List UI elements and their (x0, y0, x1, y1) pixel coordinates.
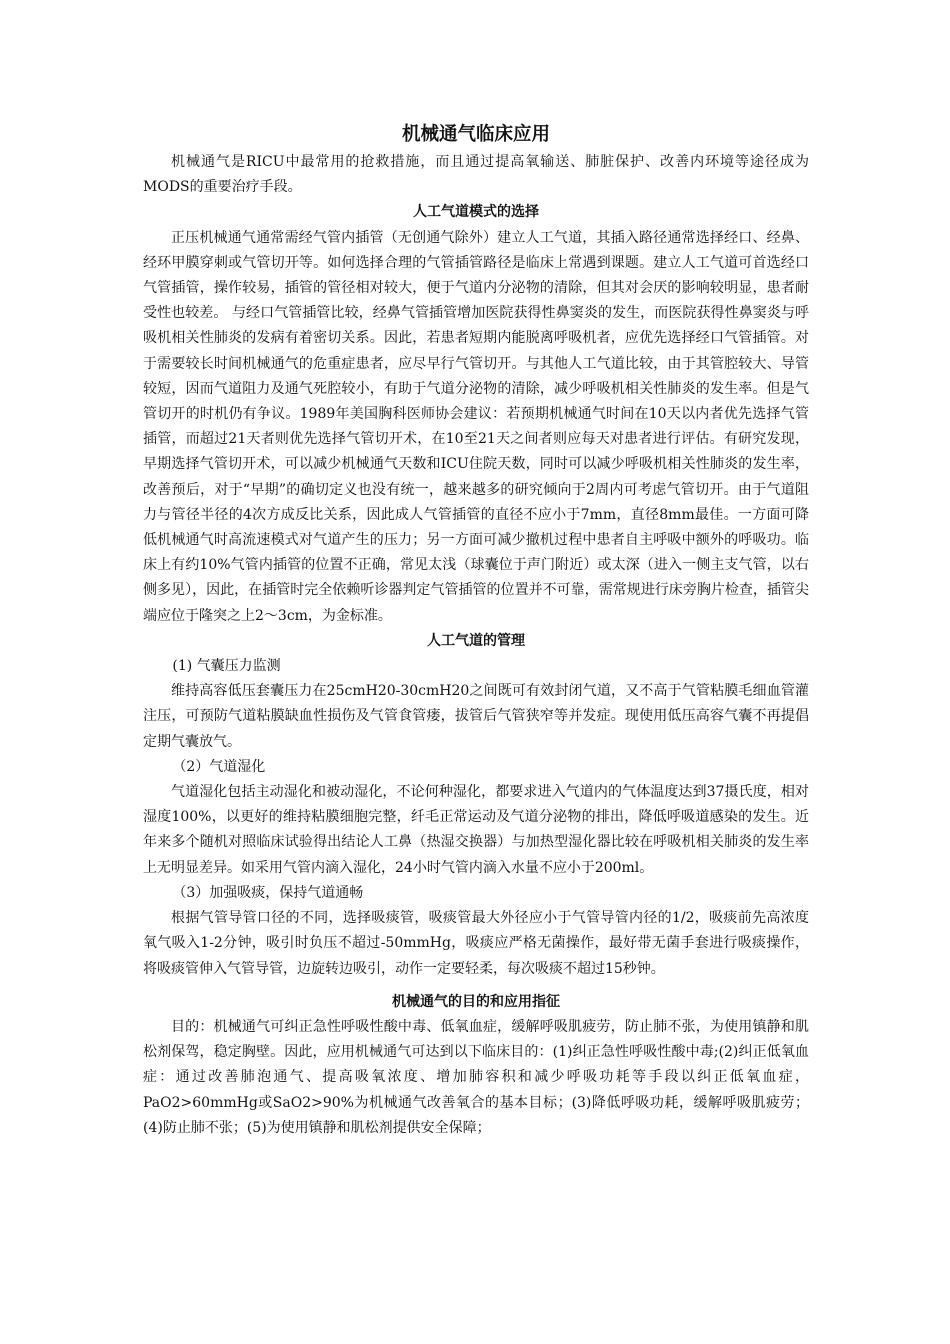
cuff-pressure-label: (1) 气囊压力监测 (172, 658, 281, 675)
section-heading-airway-management: 人工气道的管理 (427, 632, 525, 649)
document-title: 机械通气临床应用 (401, 124, 550, 145)
suction-paragraph: 根据气管导管口径的不同，选择吸痰管，吸痰管最大外径应小于气管导管内径的1/2，吸痰前先高浓度氧气吸入1-2分钟，吸引时负压不超过-50mmHg，吸痰应严格无菌操作，最好带无菌手套进行吸痰操作，将吸痰管伸入气管导管，边旋转边吸引，动作一定要轻柔，每次吸痰不超过15秒钟。 (143, 910, 809, 977)
section-spacer (143, 982, 809, 990)
ventilation-purpose-paragraph: 目的：机械通气可纠正急性呼吸性酸中毒、低氧血症，缓解呼吸肌疲劳，防止肺不张，为使用镇静和肌松剂保驾，稳定胸壁。因此，应用机械通气可达到以下临床目的：(1)纠正急性呼吸性酸中毒;(2)纠正低氧血症：通过改善肺泡通气、提高吸氧浓度、增加肺容积和减少呼吸功耗等手段以纠正低氧血症，PaO2>60mmHg或SaO2>90%为机械通气改善氧合的基本目标；(3)降低呼吸功耗，缓解呼吸肌疲劳；(4)防止肺不张；(5)为使用镇静和肌松剂提供安全保障； (143, 1018, 809, 1136)
humidification-label: （2）气道湿化 (172, 758, 266, 775)
airway-mode-paragraph: 正压机械通气通常需经气管内插管（无创通气除外）建立人工气道，其插入路径通常选择经口、经鼻、经环甲膜穿刺或气管切开等。如何选择合理的气管插管路径是临床上常遇到课题。建立人工气道可首选经口气管插管，操作较易，插管的管径相对较大，便于气道内分泌物的清除，但其对会厌的影响较明显，患者耐受性也较差。 与经口气管插管比较，经鼻气管插管增加医院获得性鼻窦炎的发生，而医院获得性鼻窦炎与呼吸机相关性肺炎的发病有着密切关系。因此，若患者短期内能脱离呼吸机者，应优先选择经口气管插管。对于需要较长时间机械通气的危重症患者，应尽早行气管切开。与其他人工气道比较，由于其管腔较大、导管较短，因而气道阻力及通气死腔较小，有助于气道分泌物的清除，减少呼吸机相关性肺炎的发生率。但是气管切开的时机仍有争议。1989年美国胸科医师协会建议：若预期机械通气时间在10天以内者优先选择气管插管，而超过21天者则优先选择气管切开术，在10至21天之间者则应每天对患者进行评估。有研究发现，早期选择气管切开术，可以减少机械通气天数和ICU住院天数，同时可以减少呼吸机相关性肺炎的发生率，改善预后，对于“早期”的确切定义也没有统一，越来越多的研究倾向于2周内可考虑气管切开。由于气道阻力与管径半径的4次方成反比关系，因此成人气管插管的直径不应小于7mm，直径8mm最佳。一方面可降低机械通气时高流速模式对气道产生的压力；另一方面可减少撤机过程中患者自主呼吸中额外的呼吸功。临床上有约10%气管内插管的位置不正确，常见太浅（球囊位于声门附近）或太深（进入一侧主支气管，以右侧多见），因此，在插管时完全依赖听诊器判定气管插管的位置并不可靠，需常规进行床旁胸片检查，插管尖端应位于隆突之上2～3cm，为金标准。 (143, 229, 809, 624)
humidification-paragraph: 气道湿化包括主动湿化和被动湿化，不论何种湿化，都要求进入气道内的气体温度达到37摄氏度，相对湿度100%，以更好的维持粘膜细胞完整，纤毛正常运动及气道分泌物的排出，降低呼吸道感染的发生。近年来多个随机对照临床试验得出结论人工鼻（热湿交换器）与加热型湿化器比较在呼吸机相关肺炎的发生率上无明显差异。如采用气管内滴入湿化，24小时气管内滴入水量不应小于200ml。 (143, 784, 809, 876)
intro-paragraph: 机械通气是RICU中最常用的抢救措施，而且通过提高氧输送、肺脏保护、改善内环境等途径成为MODS的重要治疗手段。 (143, 154, 809, 196)
section-heading-ventilation-purpose: 机械通气的目的和应用指征 (392, 993, 560, 1010)
cuff-pressure-paragraph: 维持高容低压套囊压力在25cmH20-30cmH20之间既可有效封闭气道，又不高于气管粘膜毛细血管灌注压，可预防气道粘膜缺血性损伤及气管食管瘘，拔管后气管狭窄等并发症。现使用低压高容气囊不再提倡定期气囊放气。 (143, 683, 809, 750)
document-page (143, 120, 809, 1141)
section-heading-airway-mode: 人工气道模式的选择 (413, 204, 539, 221)
suction-label: （3）加强吸痰，保持气道通畅 (172, 884, 364, 901)
